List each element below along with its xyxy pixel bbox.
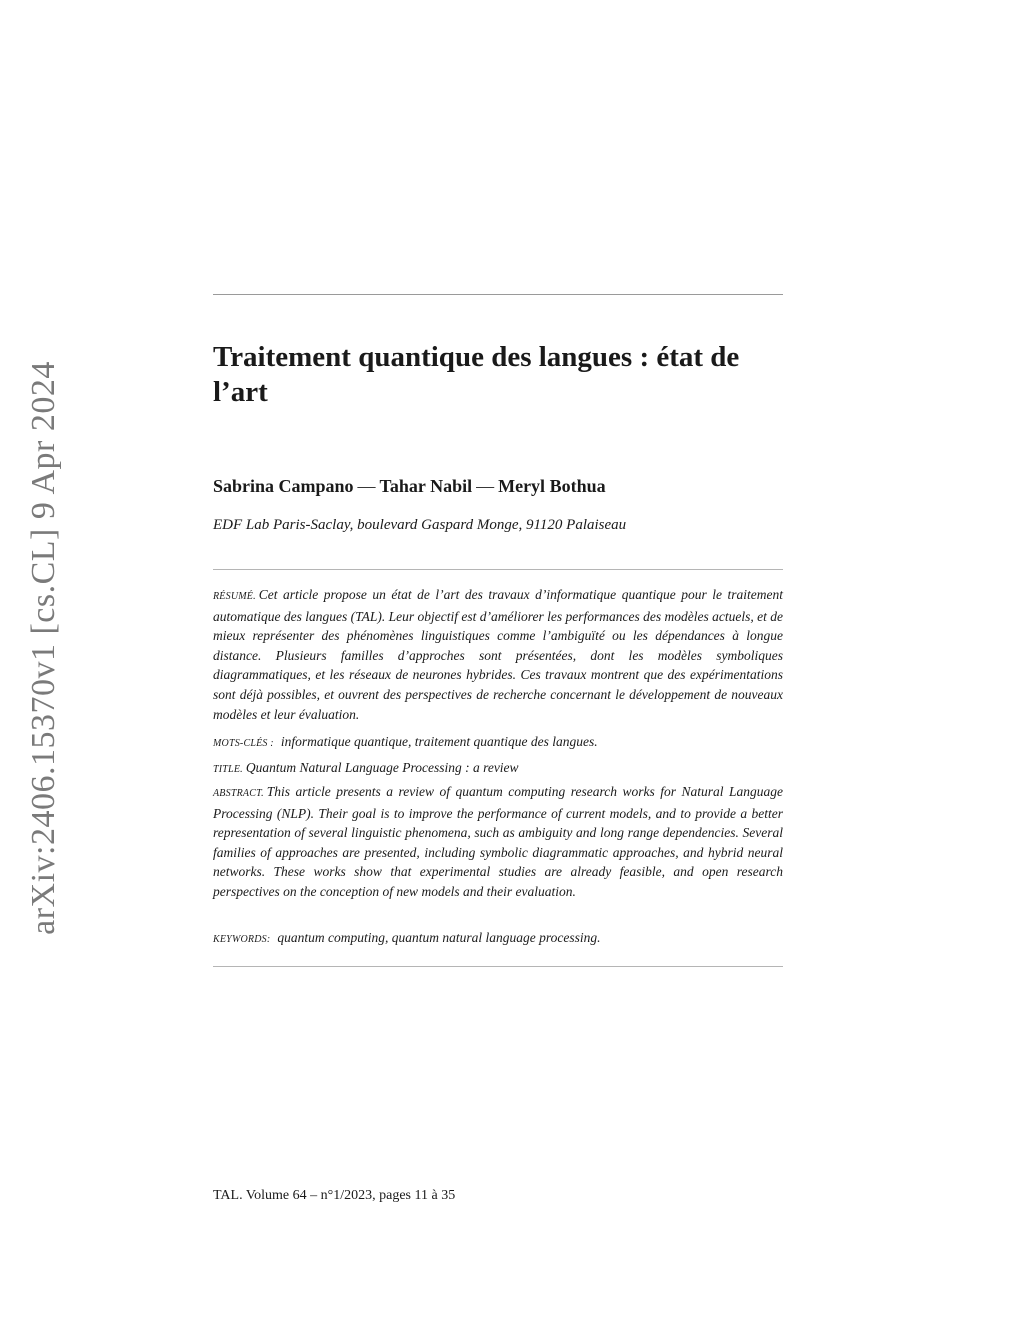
abstract-label: ABSTRACT. [213, 788, 264, 799]
abstract-paragraph [213, 782, 783, 902]
author-name: Sabrina Campano [213, 476, 354, 496]
resume-paragraph [213, 585, 783, 724]
paper-title: Traitement quantique des langues : état de l’art [213, 341, 740, 408]
english-title-text: Quantum Natural Language Processing : a review [245, 760, 519, 775]
author-separator: — [357, 476, 376, 496]
abstract-text: This article presents a review of quantum computing research works for Natural Language Processing (NLP). Their goal is to improve the performance of current models, and to provide a better representation of several linguistic phenomena, such as ambiguity and long range dependencies. Several families of approaches are presented, including symbolic diagrammatic approaches, and hybrid neural networks. These works show that experimental studies are already feasible, and open research perspectives on the conception of new models and their evaluation. [213, 784, 783, 899]
resume-text: Cet article propose un état de l’art des travaux d’informatique quantique pour le traitement automatique des langues (TAL). Leur objectif est d’améliorer les performances des modèles actuels, et de mieux représenter des phénomènes linguistiques comme l’ambiguïté ou les dépendances à longue distance. Plusieurs familles d’approches sont présentées, dont les modèles symboliques diagrammatiques, et les réseaux de neurones hybrides. Ces travaux montrent que des expérimentations sont déjà possibles, et ouvrent des perspectives de recherche concernant le développement de nouveaux modèles et leur évaluation. [213, 587, 783, 722]
author-list [213, 476, 783, 497]
abstract-top-rule [213, 569, 783, 570]
affiliation: EDF Lab Paris-Saclay, boulevard Gaspard Monge, 91120 Palaiseau [213, 517, 627, 533]
mots-cles-paragraph [213, 732, 783, 754]
mots-cles-label: MOTS-CLÉS : [213, 738, 274, 749]
english-title-label: TITLE. [213, 764, 243, 775]
author-name: Meryl Bothua [498, 476, 606, 496]
mots-cles-text: informatique quantique, traitement quantique des langues. [280, 734, 598, 749]
resume-label: RÉSUMÉ. [213, 591, 256, 602]
journal-footer: TAL. Volume 64 – n°1/2023, pages 11 à 35 [213, 1188, 456, 1203]
author-name: Tahar Nabil [379, 476, 473, 496]
author-separator: — [476, 476, 495, 496]
top-rule [213, 294, 783, 295]
english-title-paragraph [213, 758, 783, 780]
arxiv-side-stamp: arXiv:2406.15370v1 [cs.CL] 9 Apr 2024 [25, 361, 62, 935]
abstract-bottom-rule [213, 966, 783, 967]
keywords-paragraph [213, 928, 783, 950]
keywords-label: KEYWORDS: [213, 934, 271, 945]
keywords-text: quantum computing, quantum natural language processing. [277, 930, 601, 945]
